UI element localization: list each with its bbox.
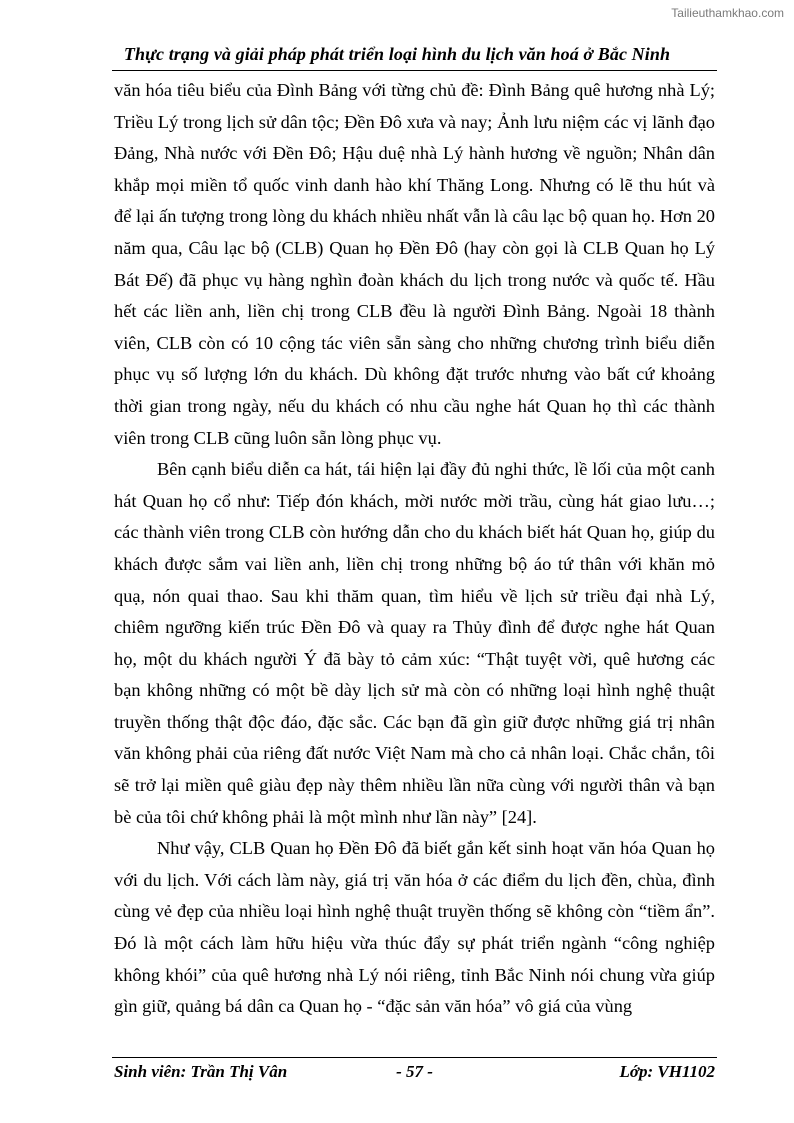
- paragraph-1: văn hóa tiêu biểu của Đình Bảng với từng chủ đề: Đình Bảng quê hương nhà Lý; Triều Lý trong lịch sử dân tộc; Đền Đô xưa và nay; Ảnh lưu niệm các vị lãnh đạo Đảng, Nhà nước với Đền Đô; Hậu duệ nhà Lý hành hương về nguồn; Nhân dân khắp mọi miền tổ quốc vinh danh hào khí Thăng Long. Nhưng có lẽ thu hút và để lại ấn tượng trong lòng du khách nhiều nhất vẫn là câu lạc bộ quan họ. Hơn 20 năm qua, Câu lạc bộ (CLB) Quan họ Đền Đô (hay còn gọi là CLB Quan họ Lý Bát Đế) đã phục vụ hàng nghìn đoàn khách du lịch trong nước và quốc tế. Hầu hết các liền anh, liền chị trong CLB đều là người Đình Bảng. Ngoài 18 thành viên, CLB còn có 10 cộng tác viên sẵn sàng cho những chương trình biểu diễn phục vụ số lượng lớn du khách. Dù không đặt trước nhưng vào bất cứ khoảng thời gian trong ngày, nếu du khách có nhu cầu nghe hát Quan họ thì các thành viên trong CLB cũng luôn sẵn lòng phục vụ.: [114, 80, 715, 448]
- body-text: [114, 75, 715, 1023]
- paragraph-3: Như vậy, CLB Quan họ Đền Đô đã biết gắn kết sinh hoạt văn hóa Quan họ với du lịch. Với cách làm này, giá trị văn hóa ở các điểm du lịch đền, chùa, đình cùng vẻ đẹp của nhiều loại hình nghệ thuật truyền thống sẽ không còn “tiềm ẩn”. Đó là một cách làm hữu hiệu vừa thúc đẩy sự phát triển ngành “công nghiệp không khói” của quê hương nhà Lý nói riêng, tỉnh Bắc Ninh nói chung vừa giúp gìn giữ, quảng bá dân ca Quan họ - “đặc sản văn hóa” vô giá của vùng: [114, 838, 715, 1017]
- paragraph-2: Bên cạnh biểu diễn ca hát, tái hiện lại đầy đủ nghi thức, lề lối của một canh hát Quan họ cổ như: Tiếp đón khách, mời nước mời trầu, cùng hát giao lưu…; các thành viên trong CLB còn hướng dẫn cho du khách biết hát Quan họ, giúp du khách được sắm vai liền anh, liền chị trong những bộ áo tứ thân với khăn mỏ quạ, nón quai thao. Sau khi thăm quan, tìm hiểu về lịch sử triều đại nhà Lý, chiêm ngưỡng kiến trúc Đền Đô và quay ra Thủy đình để được nghe hát Quan họ, một du khách người Ý đã bày tỏ cảm xúc: “Thật tuyệt vời, quê hương các bạn không những có một bề dày lịch sử mà còn có những loại hình nghệ thuật truyền thống thật độc đáo, đặc sắc. Các bạn đã gìn giữ được những giá trị nhân văn không phải của riêng đất nước Việt Nam mà cho cả nhân loại. Chắc chắn, tôi sẽ trở lại miền quê giàu đẹp này thêm nhiều lần nữa cùng với người thân và bạn bè của tôi chứ không phải là một mình như lần này” [24].: [114, 459, 715, 827]
- footer-student: Sinh viên: Trần Thị Vân: [114, 1062, 288, 1081]
- page-footer: [114, 1062, 715, 1086]
- watermark: Tailieuthamkhao.com: [671, 6, 784, 20]
- header-divider: [112, 70, 717, 71]
- footer-divider: [112, 1057, 717, 1058]
- page-number: - 57 -: [396, 1062, 433, 1081]
- footer-class: Lớp: VH1102: [619, 1062, 715, 1081]
- running-header-title: Thực trạng và giải pháp phát triển loại hình du lịch văn hoá ở Bắc Ninh: [123, 44, 671, 64]
